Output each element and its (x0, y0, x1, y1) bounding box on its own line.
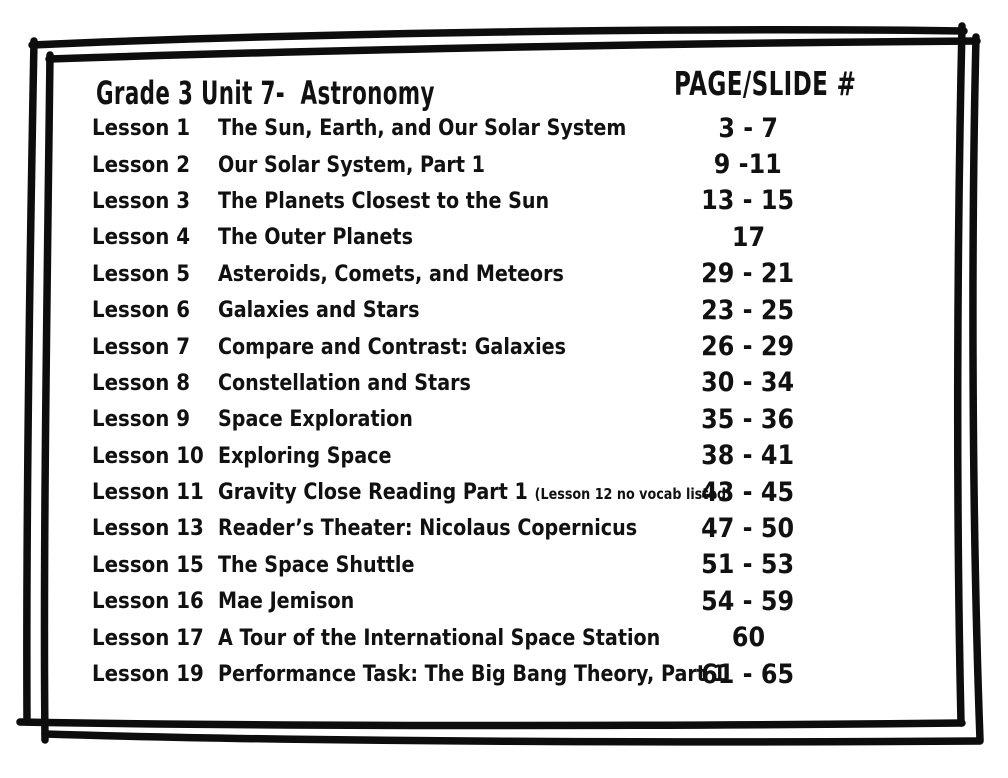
lesson-number: Lesson 8 (92, 369, 190, 396)
lesson-title: A Tour of the International Space Station (218, 624, 661, 651)
table-row (0, 474, 1008, 510)
page-range: 51 - 53 (701, 549, 795, 581)
table-row (0, 328, 1008, 364)
lesson-number: Lesson 6 (92, 297, 190, 324)
table-row (0, 510, 1008, 546)
lesson-title: Our Solar System, Part 1 (218, 151, 485, 178)
lesson-number: Lesson 13 (92, 515, 204, 542)
lesson-title: Exploring Space (218, 442, 392, 469)
border-outer-bottom (20, 722, 962, 726)
lesson-title: Reader’s Theater: Nicolaus Copernicus (218, 515, 638, 542)
page-range: 30 - 34 (701, 367, 795, 399)
lesson-number: Lesson 1 (92, 115, 190, 142)
page-range: 54 - 59 (701, 585, 795, 617)
lesson-title: Asteroids, Comets, and Meteors (218, 260, 564, 287)
lesson-number: Lesson 3 (92, 187, 190, 214)
lesson-number: Lesson 11 (92, 479, 204, 506)
pages-column-header: PAGE/SLIDE # (674, 64, 857, 103)
table-row (0, 583, 1008, 619)
toc-rows (0, 110, 1008, 692)
lesson-number: Lesson 5 (92, 260, 190, 287)
table-row (0, 183, 1008, 219)
table-row (0, 256, 1008, 292)
table-row (0, 401, 1008, 437)
page-range: 17 (731, 221, 765, 253)
lesson-number: Lesson 19 (92, 661, 204, 688)
table-row (0, 219, 1008, 255)
lesson-number: Lesson 4 (92, 224, 190, 251)
page-range: 61 - 65 (701, 658, 795, 690)
lesson-number: Lesson 2 (92, 151, 190, 178)
lesson-title: Mae Jemison (218, 588, 355, 615)
border-inner-top (49, 41, 977, 59)
page-range: 35 - 36 (701, 403, 795, 435)
page-range: 23 - 25 (701, 294, 795, 326)
table-row (0, 365, 1008, 401)
table-row (0, 619, 1008, 655)
lesson-number: Lesson 15 (92, 551, 204, 578)
lesson-title: Gravity Close Reading Part 1 (218, 479, 528, 506)
page-range: 13 - 15 (701, 185, 795, 217)
lesson-number: Lesson 10 (92, 442, 204, 469)
lesson-title: Space Exploration (218, 406, 413, 433)
table-row (0, 438, 1008, 474)
page-range: 47 - 50 (701, 512, 795, 544)
page-range: 60 (731, 622, 765, 654)
border-inner-bottom (45, 734, 980, 742)
table-row (0, 110, 1008, 146)
page-range: 43 - 45 (701, 476, 795, 508)
lesson-title: Compare and Contrast: Galaxies (218, 333, 567, 360)
lesson-title: The Planets Closest to the Sun (218, 187, 550, 214)
border-outer-top (32, 30, 964, 45)
page-range: 26 - 29 (701, 331, 795, 363)
lesson-title: The Sun, Earth, and Our Solar System (218, 115, 627, 142)
unit-title: Grade 3 Unit 7- Astronomy (96, 74, 435, 112)
lesson-number: Lesson 17 (92, 624, 204, 651)
page-range: 29 - 21 (701, 258, 795, 290)
lesson-number: Lesson 7 (92, 333, 190, 360)
lesson-title: Galaxies and Stars (218, 297, 420, 324)
lesson-note: (Lesson 12 no vocab listed) (534, 485, 732, 504)
lesson-title: The Space Shuttle (218, 551, 415, 578)
page-range: 38 - 41 (701, 440, 795, 472)
lesson-number: Lesson 16 (92, 588, 204, 615)
page-range: 9 -11 (713, 149, 782, 181)
table-row (0, 656, 1008, 692)
lesson-number: Lesson 9 (92, 406, 190, 433)
lesson-title: Performance Task: The Big Bang Theory, Part 1 (218, 661, 726, 688)
table-row (0, 547, 1008, 583)
page-range: 3 - 7 (718, 112, 778, 144)
table-row (0, 146, 1008, 182)
lesson-title: Constellation and Stars (218, 369, 471, 396)
lesson-title: The Outer Planets (218, 224, 413, 251)
table-row (0, 292, 1008, 328)
